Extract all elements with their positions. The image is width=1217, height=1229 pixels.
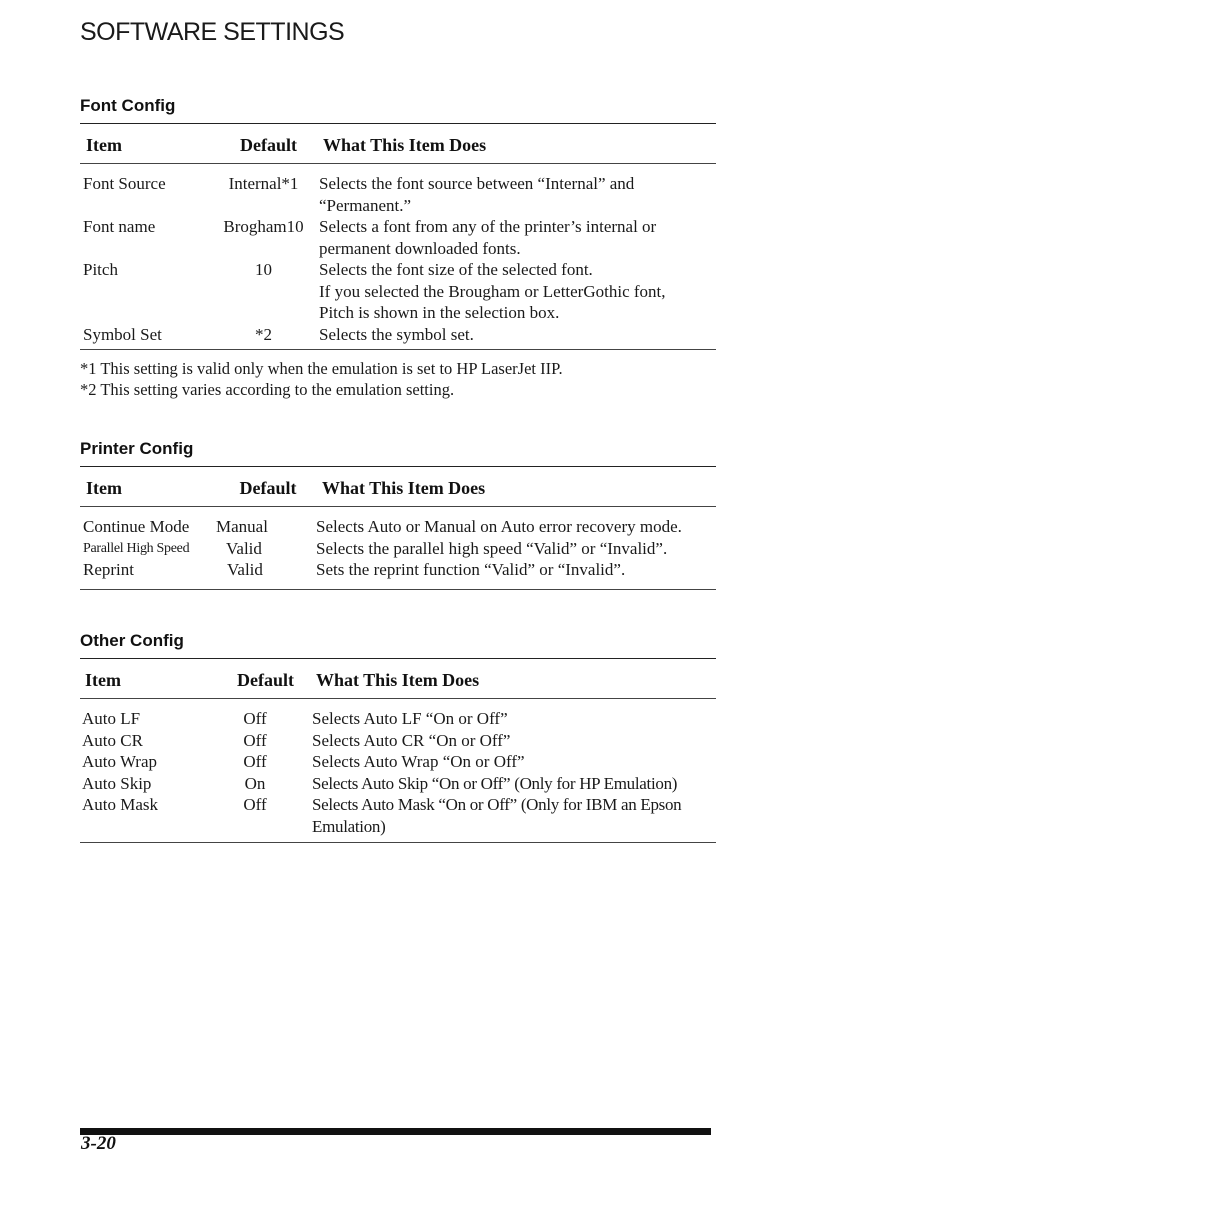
row-desc <box>303 751 716 773</box>
other-config-title: Other Config <box>80 631 184 650</box>
row-item: Auto Mask <box>82 795 159 814</box>
table-row <box>80 259 716 324</box>
row-desc <box>319 173 716 216</box>
table-row <box>80 538 716 560</box>
row-desc <box>303 708 716 730</box>
row-default: Off <box>243 730 267 750</box>
row-default: Off <box>243 752 267 771</box>
row-desc <box>319 259 716 324</box>
desc-line: Selects Auto Mask “On or Off” (Only for IBM an Epson <box>312 795 682 814</box>
table-row <box>80 708 716 730</box>
page-title: SOFTWARE SETTINGS <box>80 18 345 46</box>
row-item: Auto Wrap <box>82 752 158 771</box>
desc-line: Selects Auto or Manual on Auto error recovery mode. <box>316 517 682 536</box>
table-row <box>80 730 716 752</box>
desc-line: Selects Auto LF “On or Off” <box>312 709 508 728</box>
desc-line: permanent downloaded fonts. <box>319 238 521 258</box>
header-desc: What This Item Does <box>322 478 486 498</box>
table-row <box>80 516 716 538</box>
row-desc <box>286 559 716 581</box>
header-default: Default <box>239 478 297 498</box>
row-item: Font name <box>83 217 156 236</box>
desc-line: Selects the parallel high speed “Valid” or “Invalid”. <box>316 538 668 558</box>
row-desc <box>319 216 716 259</box>
row-item: Continue Mode <box>83 517 190 536</box>
printer-config-rows <box>80 507 716 590</box>
row-default: Internal*1 <box>228 174 299 193</box>
table-row <box>80 324 716 346</box>
font-config-notes <box>80 358 716 400</box>
row-default: Off <box>243 709 267 728</box>
page-number: 3-20 <box>81 1133 116 1154</box>
font-config-header <box>80 124 716 164</box>
desc-line: Sets the reprint function “Valid” or “Invalid”. <box>316 560 626 579</box>
desc-line: Selects the symbol set. <box>319 324 474 344</box>
row-item: Auto Skip <box>82 773 152 793</box>
row-desc <box>303 794 716 837</box>
printer-config-header <box>80 467 716 507</box>
table-row <box>80 773 716 795</box>
font-config-section <box>80 96 716 400</box>
footer-rule <box>80 1128 711 1135</box>
header-desc: What This Item Does <box>316 670 480 690</box>
desc-line: Selects a font from any of the printer’s internal or <box>319 217 657 236</box>
desc-line: Selects Auto Wrap “On or Off” <box>312 752 525 771</box>
other-config-section <box>80 631 716 843</box>
header-desc: What This Item Does <box>323 135 487 155</box>
desc-line: Pitch is shown in the selection box. <box>319 303 560 322</box>
row-item: Font Source <box>83 174 166 193</box>
desc-line: Emulation) <box>312 816 386 836</box>
row-item: Pitch <box>83 260 118 279</box>
header-item: Item <box>86 135 122 155</box>
row-desc <box>319 324 716 346</box>
row-default: Manual <box>216 517 268 536</box>
table-row <box>80 751 716 773</box>
row-default: Valid <box>226 538 262 558</box>
row-desc <box>303 773 716 795</box>
table-row <box>80 173 716 216</box>
row-desc <box>286 538 716 560</box>
other-config-header <box>80 659 716 699</box>
table-row <box>80 794 716 837</box>
font-config-title: Font Config <box>80 96 176 115</box>
other-config-rows <box>80 699 716 843</box>
desc-line: Selects the font source between “Internal” and <box>319 174 635 193</box>
printer-config-title: Printer Config <box>80 439 194 458</box>
desc-line: Selects the font size of the selected font. <box>319 260 593 279</box>
row-item: Parallel High Speed <box>83 540 190 556</box>
font-config-rows <box>80 164 716 350</box>
row-default: Valid <box>227 560 263 579</box>
row-default: Off <box>243 795 267 814</box>
row-default: *2 <box>255 324 272 344</box>
header-item: Item <box>85 670 121 690</box>
header-default: Default <box>240 135 297 155</box>
row-default: Brogham10 <box>223 217 304 236</box>
row-default: 10 <box>255 260 272 279</box>
header-item: Item <box>86 478 122 498</box>
printer-config-section <box>80 439 716 590</box>
row-item: Auto LF <box>82 709 141 728</box>
row-desc <box>286 516 716 538</box>
table-row <box>80 559 716 581</box>
desc-line: Selects Auto CR “On or Off” <box>312 730 511 750</box>
row-desc <box>303 730 716 752</box>
row-item: Reprint <box>83 560 134 579</box>
desc-line: If you selected the Brougham or LetterGothic font, <box>319 281 666 301</box>
footnote: *1 This setting is valid only when the emulation is set to HP LaserJet IIP. <box>80 359 563 378</box>
row-default: On <box>244 773 266 793</box>
desc-line: “Permanent.” <box>319 195 412 215</box>
header-default: Default <box>237 670 294 690</box>
footnote: *2 This setting varies according to the emulation setting. <box>80 380 455 399</box>
desc-line: Selects Auto Skip “On or Off” (Only for HP Emulation) <box>312 773 678 793</box>
row-item: Auto CR <box>82 730 143 750</box>
row-item: Symbol Set <box>83 324 162 344</box>
table-row <box>80 216 716 259</box>
